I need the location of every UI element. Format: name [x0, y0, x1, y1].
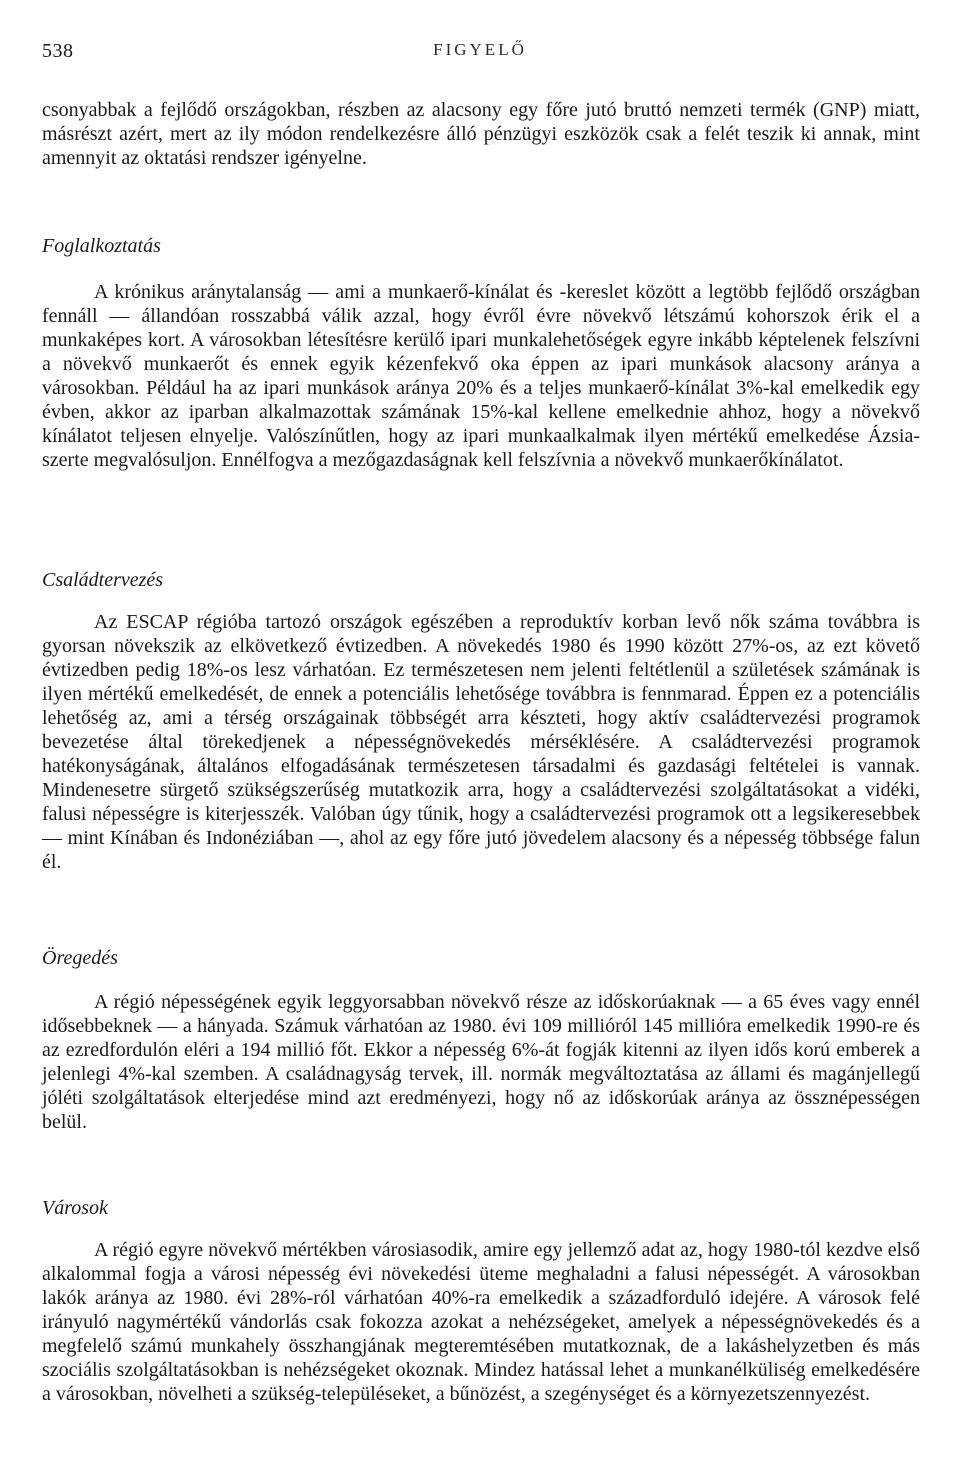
page-number: 538 [42, 40, 74, 62]
section-heading-varosok: Városok [42, 1197, 108, 1219]
page-header [42, 40, 918, 70]
section-heading-foglalkoztatas: Foglalkoztatás [42, 235, 161, 257]
section-body-oregedes [42, 990, 920, 1134]
paragraph-foglalkoztatas: A krónikus aránytalanság — ami a munkaerő-kínálat és -kereslet között a legtöbb fejlődő országban fennáll — állandóan rosszabbá válik azzal, hogy évről évre növekvő létszámú kohorszok érik el a munkaképes kort. A városokban létesítésre kerülő ipari munkalehetőségek egyre inkább képtelenek felszívni a növekvő munkaerőt és ennek egyik kézenfekvő oka éppen az ipari munkások alacsony aránya a városokban. Például ha az ipari munkások aránya 20% és a teljes munkaerő-kínálat 3%-kal emelkedik egy évben, akkor az iparban alkalmazottak számának 15%-kal kellene emelkednie ahhoz, hogy a növekvő kínálatot teljesen elnyelje. Valószínűtlen, hogy az ipari munkaalkalmak ilyen mértékű emelkedése Ázsia-szerte megvalósuljon. Ennélfogva a mezőgazdaságnak kell felszívnia a növekvő munkaerőkínálatot. [42, 281, 920, 471]
intro-paragraph: csonyabbak a fejlődő országokban, részben az alacsony egy főre jutó bruttó nemzeti termék (GNP) miatt, másrészt azért, mert az ily módon rendelkezésre álló pénzügyi eszközök csak a felét teszik ki annak, mint amennyit az oktatási rendszer igényelne. [42, 99, 920, 169]
section-heading-oregedes: Öregedés [42, 947, 118, 969]
intro-paragraph-block [42, 98, 920, 170]
paragraph-csaladtervezes: Az ESCAP régióba tartozó országok egészében a reproduktív korban levő nők száma továbbra is gyorsan növekszik az elkövetkező évtizedben. A növekedés 1980 és 1990 között 27%-os, az ezt követő évtizedben pedig 18%-os lesz várhatóan. Ez természetesen nem jelenti feltétlenül a születések számának is ilyen mértékű emelkedését, de ennek a potenciális lehetősége továbbra is fennmarad. Éppen ez a potenciális lehetőség az, ami a térség országainak többségét arra készteti, hogy aktív családtervezési programok bevezetése által törekedjenek a népességnövekedés mérséklésére. A családtervezési programok hatékonyságának, általános elfogadásának természetesen társadalmi és gazdasági feltételei is vannak. Mindenesetre sürgető szükségszerűség mutatkozik arra, hogy a családtervezési szolgáltatásokat a vidéki, falusi népességre is kiterjesszék. Valóban úgy tűnik, hogy a családtervezési programok ott a legsikeresebbek — mint Kínában és Indonéziában —, ahol az egy főre jutó jövedelem alacsony és a népesség többsége falun él. [42, 611, 920, 873]
section-body-csaladtervezes [42, 610, 920, 874]
section-body-varosok [42, 1238, 920, 1406]
section-body-foglalkoztatas [42, 280, 920, 472]
paragraph-varosok: A régió egyre növekvő mértékben városiasodik, amire egy jellemző adat az, hogy 1980-tól kezdve első alkalommal fogja a városi népesség évi növekedési üteme meghaladni a falusi népességét. A városokban lakók aránya az 1980. évi 28%-ról várhatóan 40%-ra emelkedik a századforduló idejére. A városok felé irányuló nagymértékű vándorlás csak fokozza azokat a nehézségeket, amelyek a népességnövekedés és a megfelelő számú munkahely összhangjának megteremtésében mutatkoznak, de a lakáshelyzetben és más szociális szolgáltatásokban is nehézségeket okoznak. Mindez hatással lehet a munkanélküliség emelkedésére a városokban, növelheti a szükség-településeket, a bűnözést, a szegénységet és a környezetszennyezést. [42, 1239, 920, 1405]
paragraph-oregedes: A régió népességének egyik leggyorsabban növekvő része az időskorúaknak — a 65 éves vagy ennél idősebbeknek — a hányada. Számuk várhatóan az 1980. évi 109 millióról 145 millióra emelkedik 1990-re és az ezredfordulón eléri a 194 millió főt. Ekkor a népesség 6%-át fogják kitenni az ilyen idős korú emberek a jelenlegi 4%-kal szemben. A családnagyság tervek, ill. normák megváltoztatása az állami és magánjellegű jóléti szolgáltatások elterjedése mind azt eredményezi, hogy nő az időskorúak aránya az össznépességen belül. [42, 991, 920, 1133]
section-heading-csaladtervezes: Családtervezés [42, 569, 164, 591]
running-head: FIGYELŐ [433, 40, 527, 59]
